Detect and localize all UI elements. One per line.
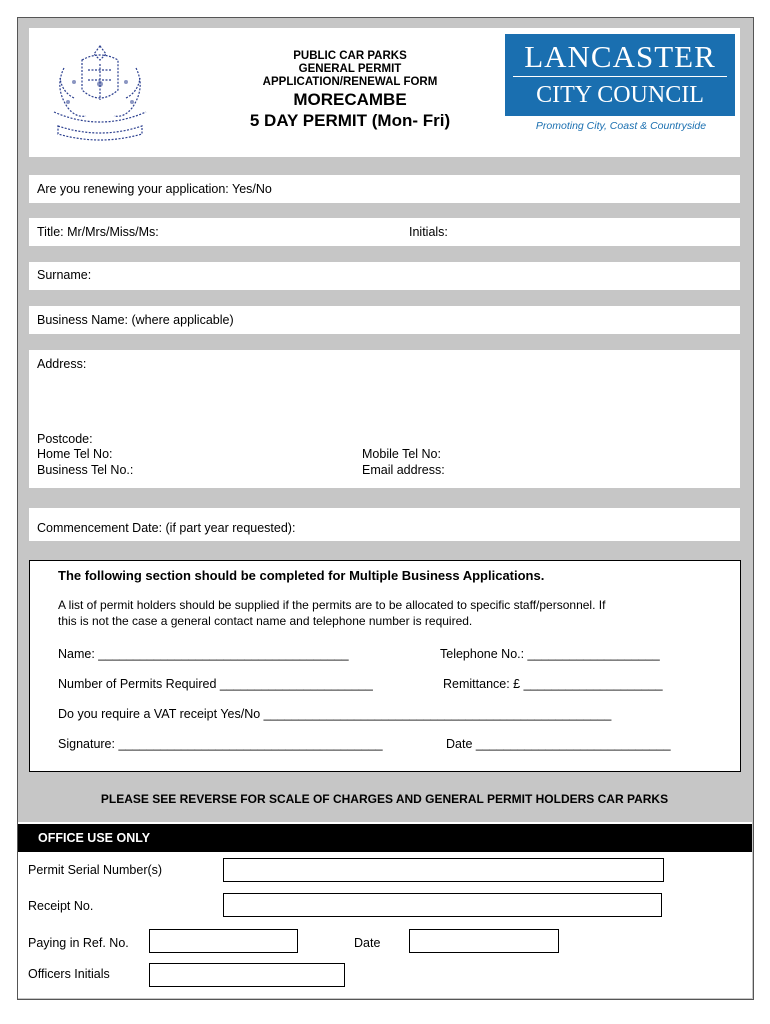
serial-label: Permit Serial Number(s) xyxy=(28,863,163,877)
permit-type-title: 5 DAY PERMIT (Mon- Fri) xyxy=(249,111,451,130)
initials-label: Initials: xyxy=(409,225,448,239)
surname-field[interactable] xyxy=(29,262,740,290)
remittance-line[interactable]: Remittance: £ ____________________ xyxy=(443,677,663,691)
multiple-business-section xyxy=(29,560,741,772)
receipt-input[interactable] xyxy=(223,893,662,917)
office-use-title: OFFICE USE ONLY xyxy=(38,831,151,845)
multi-para-line-2: this is not the case a general contact name and telephone number is required. xyxy=(58,614,473,628)
title-line-1: PUBLIC CAR PARKS xyxy=(293,50,407,62)
receipt-label: Receipt No. xyxy=(28,899,94,913)
business-name-label: Business Name: (where applicable) xyxy=(37,313,234,327)
logo-line-2: CITY COUNCIL xyxy=(513,76,727,109)
officers-initials-label: Officers Initials xyxy=(28,967,110,981)
title-line-3: APPLICATION/RENEWAL FORM xyxy=(262,76,438,88)
email-label: Email address: xyxy=(362,463,445,477)
office-date-label: Date xyxy=(354,936,381,950)
council-logo xyxy=(505,34,735,116)
serial-input[interactable] xyxy=(223,858,664,882)
paying-in-label: Paying in Ref. No. xyxy=(28,936,129,950)
name-line[interactable]: Name: ____________________________________ xyxy=(58,647,349,661)
office-use-section xyxy=(18,822,752,998)
paying-in-input[interactable] xyxy=(149,929,298,953)
permits-required-line[interactable]: Number of Permits Required ______________________ xyxy=(58,677,373,691)
council-crest-icon xyxy=(44,42,156,142)
multi-para-line-1: A list of permit holders should be supplied if the permits are to be allocated to specific staff/personnel. If xyxy=(58,598,606,612)
vat-receipt-line[interactable]: Do you require a VAT receipt Yes/No __________________________________________________ xyxy=(58,707,612,721)
surname-label: Surname: xyxy=(37,268,92,282)
business-name-field[interactable] xyxy=(29,306,740,334)
title-field[interactable] xyxy=(29,218,740,246)
commencement-field[interactable] xyxy=(29,508,740,541)
date-line[interactable]: Date ____________________________ xyxy=(446,737,671,751)
title-label: Title: Mr/Mrs/Miss/Ms: xyxy=(37,225,159,239)
renewal-label: Are you renewing your application: Yes/No xyxy=(37,182,272,196)
telephone-line[interactable]: Telephone No.: ___________________ xyxy=(440,647,660,661)
officers-initials-input[interactable] xyxy=(149,963,345,987)
logo-line-1: LANCASTER xyxy=(524,39,716,74)
signature-line[interactable]: Signature: ______________________________________ xyxy=(58,737,383,751)
home-tel-label: Home Tel No: xyxy=(37,447,113,461)
title-line-2: GENERAL PERMIT xyxy=(298,63,402,75)
reverse-note: PLEASE SEE REVERSE FOR SCALE OF CHARGES AND GENERAL PERMIT HOLDERS CAR PARKS xyxy=(100,792,669,806)
address-field[interactable] xyxy=(29,350,740,488)
renewal-field[interactable] xyxy=(29,175,740,203)
multi-heading: The following section should be completed for Multiple Business Applications. xyxy=(58,568,545,583)
office-date-input[interactable] xyxy=(409,929,559,953)
council-tagline: Promoting City, Coast & Countryside xyxy=(535,120,707,132)
office-use-bar xyxy=(18,824,752,852)
postcode-label: Postcode: xyxy=(37,432,93,446)
commencement-label: Commencement Date: (if part year requested): xyxy=(37,521,296,535)
business-tel-label: Business Tel No.: xyxy=(37,463,134,477)
form-title xyxy=(210,50,490,131)
mobile-tel-label: Mobile Tel No: xyxy=(362,447,441,461)
address-label: Address: xyxy=(37,357,87,371)
location-title: MORECAMBE xyxy=(293,90,407,109)
